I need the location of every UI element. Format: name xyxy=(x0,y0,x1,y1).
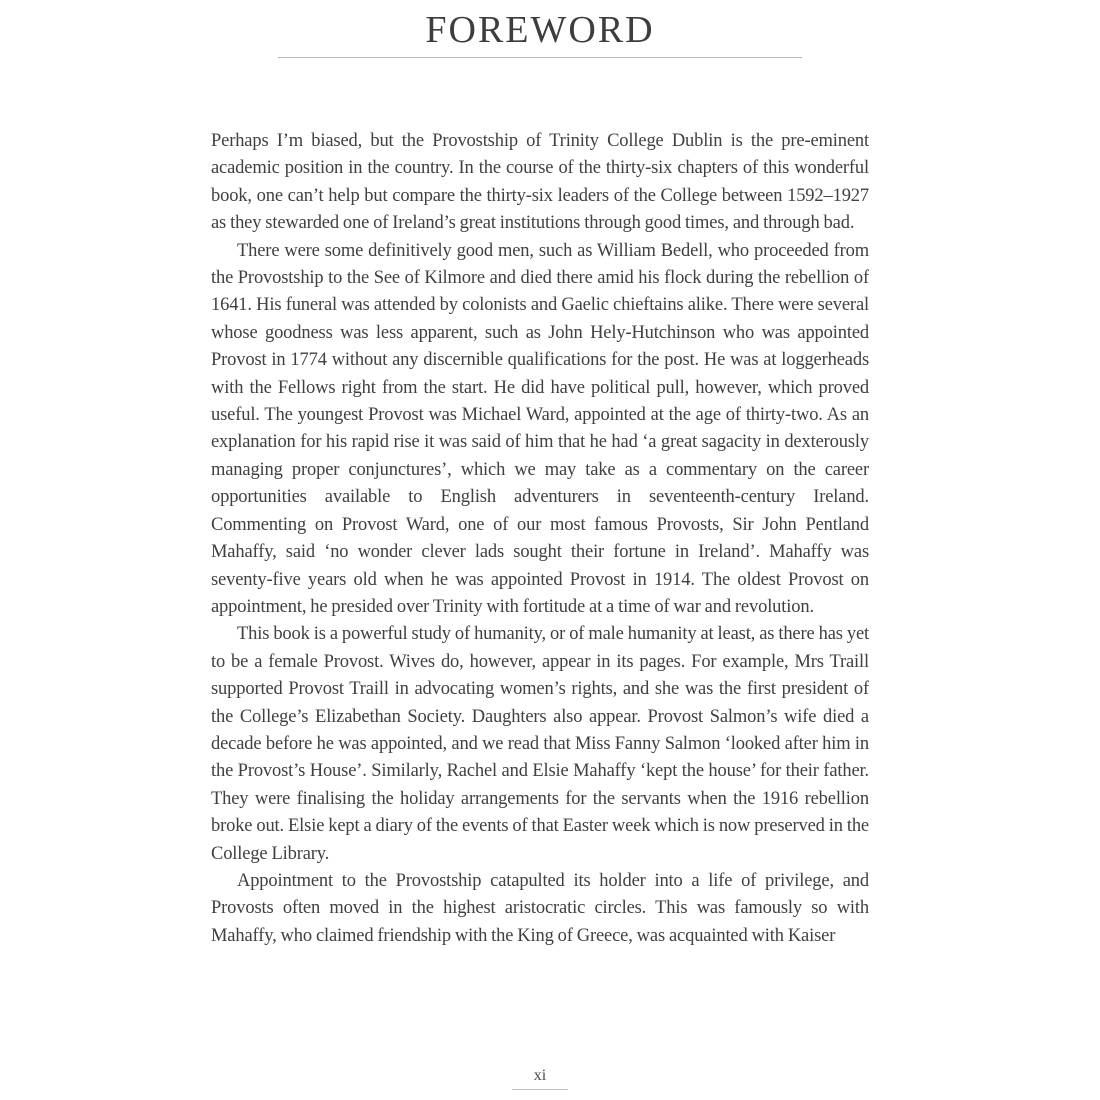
page-header xyxy=(211,0,869,58)
title-rule xyxy=(278,57,802,58)
paragraph: Perhaps I’m biased, but the Provostship of Trinity College Dublin is the pre-eminent academic position in the country. In the course of the thirty-six chapters of this wonderful book, one can’t help but compare the thirty-six leaders of the College between 1592–1927 as they stewarded one of Ireland’s great institutions through good times, and through bad. xyxy=(211,131,869,234)
page-number: xi xyxy=(533,1067,547,1084)
footer-rule xyxy=(512,1089,568,1090)
paragraph: There were some definitively good men, such as William Bedell, who proceeded from the Provostship to the See of Kilmore and died there amid his flock during the rebellion of 1641. His funeral was attended by colonists and Gaelic chieftains alike. There were several whose goodness was less apparent, such as John Hely-Hutchinson who was appointed Provost in 1774 without any discernible qualifications for the post. He was at loggerheads with the Fellows right from the start. He did have political pull, however, which proved useful. The youngest Provost was Michael Ward, appointed at the age of thirty-two. As an explanation for his rapid rise it was said of him that he had ‘a great sagacity in dexterously managing proper conjunctures’, which we may take as a commentary on the career opportunities available to English adventurers in seventeenth-century Ireland. Commenting on Provost Ward, one of our most famous Provosts, Sir John Pentland Mahaffy, said ‘no wonder clever lads sought their fortune in Ireland’. Mahaffy was seventy-five years old when he was appointed Provost in 1914. The oldest Provost on appointment, he presided over Trinity with fortitude at a time of war and revolution. xyxy=(211,240,869,617)
body-text xyxy=(211,128,869,1066)
paragraph: Appointment to the Provostship catapulted its holder into a life of privilege, and Provosts often moved in the highest aristocratic circles. This was famously so with Mahaffy, who claimed friendship with the King of Greece, was acquainted with Kaiser xyxy=(211,870,869,946)
page-footer xyxy=(211,1066,869,1090)
paragraph: This book is a powerful study of humanity, or of male humanity at least, as there has yet to be a female Provost. Wives do, however, appear in its pages. For example, Mrs Traill supported Provost Traill in advocating women’s rights, and she was the first president of the College’s Elizabethan Society. Daughters also appear. Provost Salmon’s wife died a decade before he was appointed, and we read that Miss Fanny Salmon ‘looked after him in the Provost’s House’. Similarly, Rachel and Elsie Mahaffy ‘kept the house’ for their father. They were finalising the holiday arrangements for the servants when the 1916 rebellion broke out. Elsie kept a diary of the events of that Easter week which is now preserved in the College Library. xyxy=(211,624,869,864)
page-title: FOREWORD xyxy=(425,9,655,51)
